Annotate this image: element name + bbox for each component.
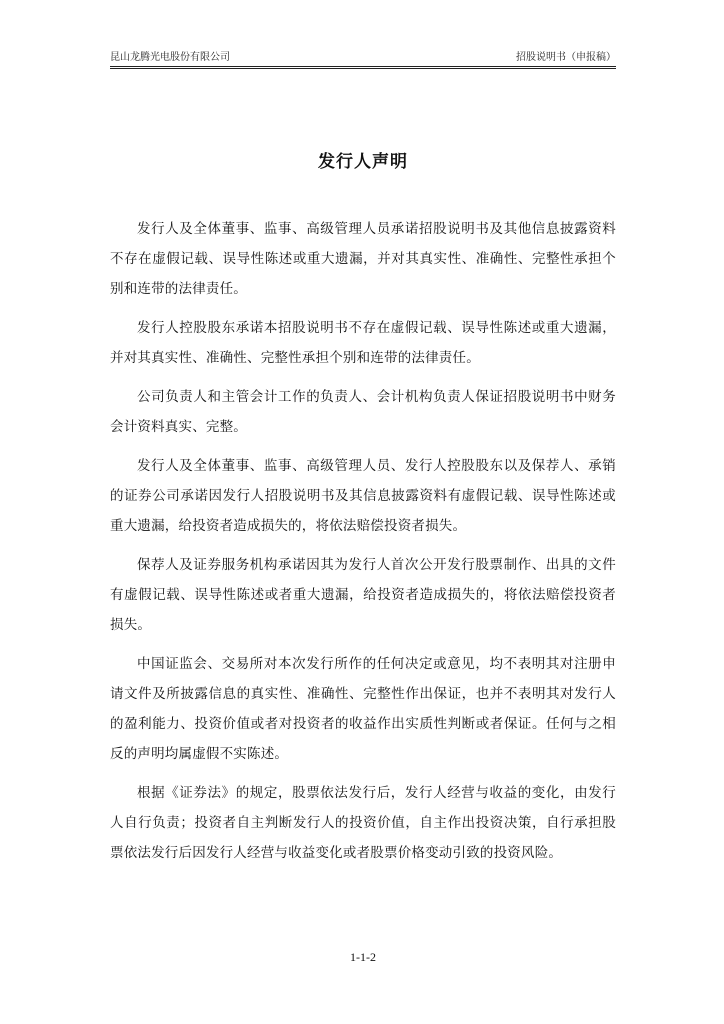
paragraph-1: 发行人及全体董事、监事、高级管理人员承诺招股说明书及其他信息披露资料不存在虚假记载、误导性陈述或重大遗漏，并对其真实性、准确性、完整性承担个别和连带的法律责任。 — [110, 221, 616, 297]
paragraph-3: 公司负责人和主管会计工作的负责人、会计机构负责人保证招股说明书中财务会计资料真实、完整。 — [110, 389, 616, 435]
page-number: 1-1-2 — [350, 950, 376, 964]
page-title: 发行人声明 — [318, 152, 408, 172]
header-document-name: 招股说明书（申报稿） — [516, 52, 616, 63]
paragraph-6: 中国证监会、交易所对本次发行所作的任何决定或意见，均不表明其对注册申请文件及所披露信息的真实性、准确性、完整性作出保证，也并不表明其对发行人的盈利能力、投资价值或者对投资者的收益作出实质性判断或者保证。任何与之相反的声明均属虚假不实陈述。 — [110, 656, 616, 762]
paragraph-2: 发行人控股股东承诺本招股说明书不存在虚假记载、误导性陈述或重大遗漏，并对其真实性、准确性、完整性承担个别和连带的法律责任。 — [110, 320, 616, 366]
statement-body — [110, 214, 616, 877]
paragraph-7: 根据《证券法》的规定，股票依法发行后，发行人经营与收益的变化，由发行人自行负责；投资者自主判断发行人的投资价值，自主作出投资决策，自行承担股票依法发行后因发行人经营与收益变化或者股票价格变动引致的投资风险。 — [110, 785, 616, 861]
header-company-name: 昆山龙腾光电股份有限公司 — [110, 52, 230, 63]
header-rule — [110, 66, 616, 69]
paragraph-5: 保荐人及证券服务机构承诺因其为发行人首次公开发行股票制作、出具的文件有虚假记载、误导性陈述或者重大遗漏，给投资者造成损失的，将依法赔偿投资者损失。 — [110, 557, 616, 633]
paragraph-4: 发行人及全体董事、监事、高级管理人员、发行人控股股东以及保荐人、承销的证券公司承诺因发行人招股说明书及其信息披露资料有虚假记载、误导性陈述或重大遗漏，给投资者造成损失的，将依法赔偿投资者损失。 — [110, 458, 616, 534]
running-header — [110, 48, 616, 67]
